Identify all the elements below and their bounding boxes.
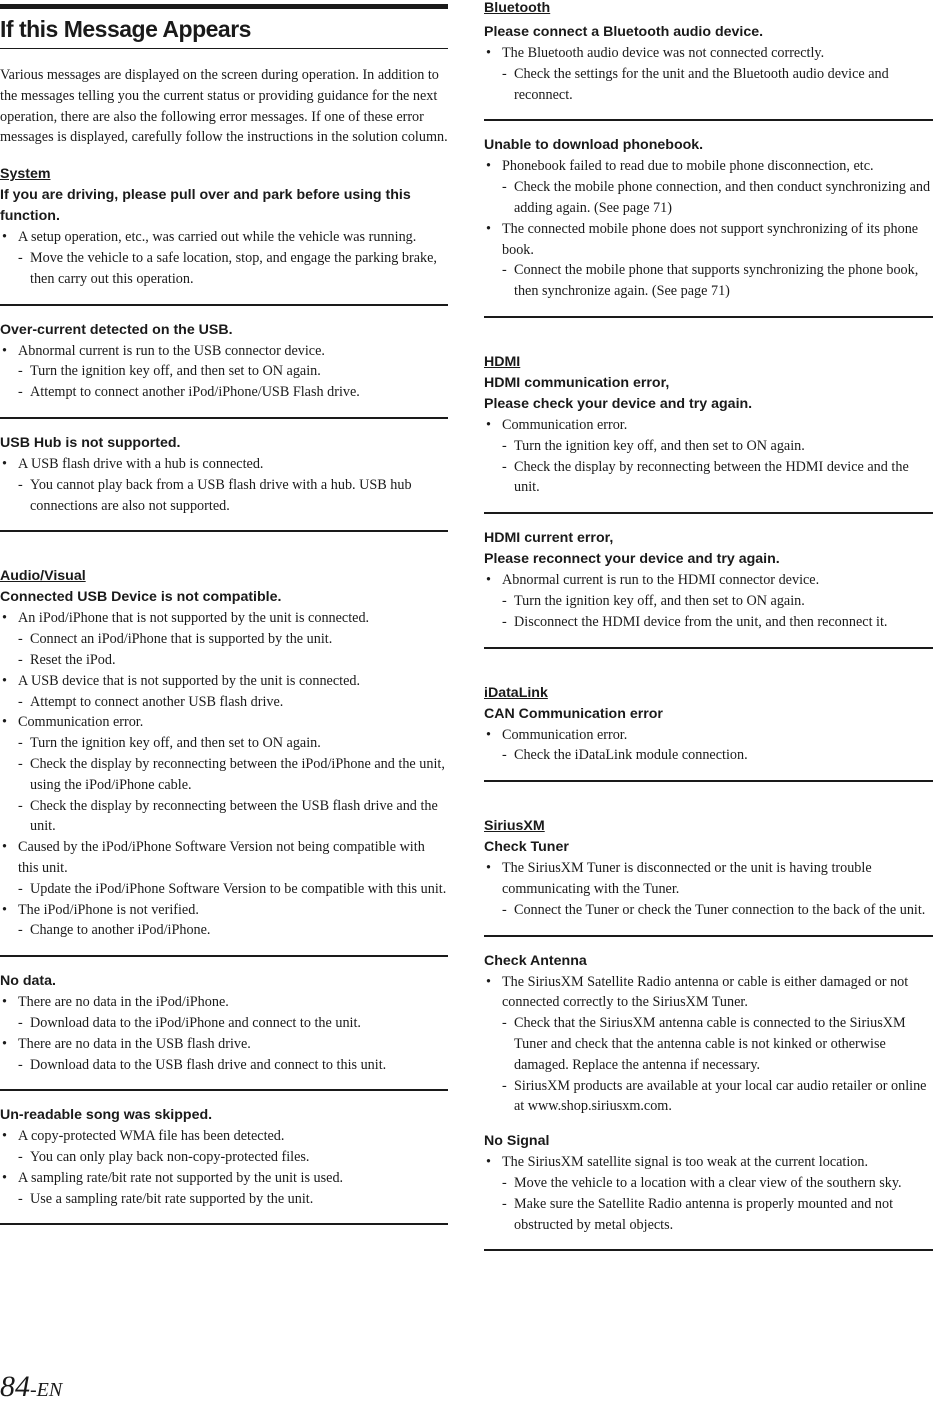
- cause-item: • There are no data in the USB flash drive.: [0, 1034, 448, 1055]
- remedy-item: - Check the display by reconnecting between the HDMI device and the unit.: [484, 457, 933, 499]
- message-entry: [484, 135, 933, 318]
- cause-item: • Abnormal current is run to the HDMI connector device.: [484, 570, 933, 591]
- remedy-item: - You cannot play back from a USB flash drive with a hub. USB hub connections are also not supported.: [0, 475, 448, 517]
- message-title: CAN Communication error: [484, 705, 663, 722]
- message-entry: [0, 587, 448, 957]
- cause-item: • Abnormal current is run to the USB connector device.: [0, 341, 448, 362]
- title-bottom-rule: [0, 48, 448, 49]
- category-idatalink: iDataLink: [484, 684, 548, 701]
- remedy-item: - Turn the ignition key off, and then set to ON again.: [0, 733, 448, 754]
- cause-item: • The SiriusXM Satellite Radio antenna or cable is either damaged or not connected correctly to the SiriusXM Tuner.: [484, 972, 933, 1014]
- message-entry: [0, 971, 448, 1091]
- remedy-item: - Check the display by reconnecting between the USB flash drive and the unit.: [0, 796, 448, 838]
- remedy-item: - Attempt to connect another USB flash drive.: [0, 692, 448, 713]
- message-title: HDMI current error,: [484, 530, 614, 547]
- cause-item: • A sampling rate/bit rate not supported by the unit is used.: [0, 1168, 448, 1189]
- message-entry: [0, 433, 448, 532]
- remedy-item: - Use a sampling rate/bit rate supported by the unit.: [0, 1189, 448, 1210]
- message-title: Connected USB Device is not compatible.: [0, 589, 282, 606]
- page-title: If this Message Appears: [0, 16, 251, 42]
- remedy-item: - Make sure the Satellite Radio antenna is properly mounted and not obstructed by metal objects.: [484, 1194, 933, 1236]
- cause-item: • The SiriusXM Tuner is disconnected or the unit is having trouble communicating with the Tuner.: [484, 858, 933, 900]
- message-title: Unable to download phonebook.: [484, 137, 704, 154]
- remedy-item: - Connect an iPod/iPhone that is supported by the unit.: [0, 629, 448, 650]
- cause-item: • There are no data in the iPod/iPhone.: [0, 992, 448, 1013]
- message-title: No data.: [0, 973, 56, 990]
- cause-item: • Communication error.: [0, 712, 448, 733]
- remedy-item: - You can only play back non-copy-protected files.: [0, 1147, 448, 1168]
- remedy-item: - Update the iPod/iPhone Software Version to be compatible with this unit.: [0, 879, 448, 900]
- message-entry: [484, 373, 933, 514]
- message-entry: [484, 951, 933, 1132]
- cause-item: • Communication error.: [484, 725, 933, 746]
- message-title: HDMI communication error,: [484, 374, 670, 391]
- right-column: [484, 0, 933, 1265]
- remedy-item: - SiriusXM products are available at your local car audio retailer or online at www.shop.siriusxm.com.: [484, 1076, 933, 1118]
- cause-item: • A USB flash drive with a hub is connected.: [0, 454, 448, 475]
- message-title: USB Hub is not supported.: [0, 434, 181, 451]
- remedy-item: - Download data to the USB flash drive and connect to this unit.: [0, 1055, 448, 1076]
- remedy-item: - Turn the ignition key off, and then set to ON again.: [484, 591, 933, 612]
- page-number: [0, 1372, 62, 1405]
- message-title: If you are driving, please pull over and park before using this function.: [0, 187, 411, 225]
- page-number-value: 84: [0, 1370, 30, 1403]
- cause-item: • The connected mobile phone does not support synchronizing of its phone book.: [484, 219, 933, 261]
- message-title-line2: Please check your device and try again.: [484, 395, 753, 412]
- intro-paragraph: Various messages are displayed on the screen during operation. In addition to the messages telling you the current status or providing guidance for the next operation, there are also the following error messages. If one of these error messages is displayed, carefully follow the instructions in the solution column.: [0, 67, 448, 146]
- message-entry: [484, 528, 933, 648]
- cause-item: • Communication error.: [484, 415, 933, 436]
- message-title: No Signal: [484, 1133, 550, 1150]
- remedy-item: - Check the settings for the unit and the Bluetooth audio device and reconnect.: [484, 64, 933, 106]
- category-siriusxm: SiriusXM: [484, 818, 545, 835]
- remedy-item: - Move the vehicle to a location with a clear view of the southern sky.: [484, 1173, 933, 1194]
- message-entry: [484, 837, 933, 936]
- cause-item: • Phonebook failed to read due to mobile phone disconnection, etc.: [484, 156, 933, 177]
- message-entry: [484, 1131, 933, 1251]
- remedy-item: - Check the display by reconnecting between the iPod/iPhone and the unit, using the iPod/iPhone cable.: [0, 754, 448, 796]
- message-entry: [0, 320, 448, 419]
- remedy-item: - Reset the iPod.: [0, 650, 448, 671]
- remedy-item: - Check the iDataLink module connection.: [484, 745, 933, 766]
- page-number-suffix: -EN: [30, 1379, 63, 1401]
- remedy-item: - Download data to the iPod/iPhone and connect to the unit.: [0, 1013, 448, 1034]
- message-title: Please connect a Bluetooth audio device.: [484, 24, 764, 40]
- remedy-item: - Connect the mobile phone that supports synchronizing the phone book, then synchronize again. (See page 71): [484, 260, 933, 302]
- remedy-item: - Change to another iPod/iPhone.: [0, 920, 448, 941]
- cause-item: • An iPod/iPhone that is not supported by the unit is connected.: [0, 608, 448, 629]
- cause-item: • Caused by the iPod/iPhone Software Version not being compatible with this unit.: [0, 837, 448, 879]
- cause-item: • The SiriusXM satellite signal is too weak at the current location.: [484, 1152, 933, 1173]
- category-bluetooth: Bluetooth: [484, 0, 551, 16]
- cause-item: • The Bluetooth audio device was not connected correctly.: [484, 43, 933, 64]
- remedy-item: - Check the mobile phone connection, and then conduct synchronizing and adding again. (See page 71): [484, 177, 933, 219]
- cause-item: • A copy-protected WMA file has been detected.: [0, 1126, 448, 1147]
- remedy-item: - Turn the ignition key off, and then set to ON again.: [484, 436, 933, 457]
- message-entry: [0, 1105, 448, 1225]
- left-column: [0, 0, 448, 1239]
- message-title: Un-readable song was skipped.: [0, 1107, 213, 1124]
- category-hdmi: HDMI: [484, 353, 521, 370]
- category-system: System: [0, 166, 51, 183]
- message-title: Over-current detected on the USB.: [0, 321, 233, 338]
- message-entry: [484, 22, 933, 121]
- remedy-item: - Attempt to connect another iPod/iPhone/USB Flash drive.: [0, 382, 448, 403]
- remedy-item: - Disconnect the HDMI device from the unit, and then reconnect it.: [484, 612, 933, 633]
- remedy-item: - Connect the Tuner or check the Tuner connection to the back of the unit.: [484, 900, 933, 921]
- category-audio-visual: Audio/Visual: [0, 568, 86, 585]
- message-entry: [0, 185, 448, 305]
- message-title-line2: Please reconnect your device and try again.: [484, 551, 780, 568]
- cause-item: • The iPod/iPhone is not verified.: [0, 900, 448, 921]
- message-entry: [484, 704, 933, 783]
- message-title: Check Tuner: [484, 839, 569, 856]
- remedy-item: - Check that the SiriusXM antenna cable is connected to the SiriusXM Tuner and check that the antenna cable is not kinked or otherwise damaged. Replace the antenna if necessary.: [484, 1013, 933, 1075]
- remedy-item: - Move the vehicle to a safe location, stop, and engage the parking brake, then carry out this operation.: [0, 248, 448, 290]
- remedy-item: - Turn the ignition key off, and then set to ON again.: [0, 361, 448, 382]
- cause-item: • A USB device that is not supported by the unit is connected.: [0, 671, 448, 692]
- message-title: Check Antenna: [484, 952, 587, 969]
- cause-item: • A setup operation, etc., was carried out while the vehicle was running.: [0, 227, 448, 248]
